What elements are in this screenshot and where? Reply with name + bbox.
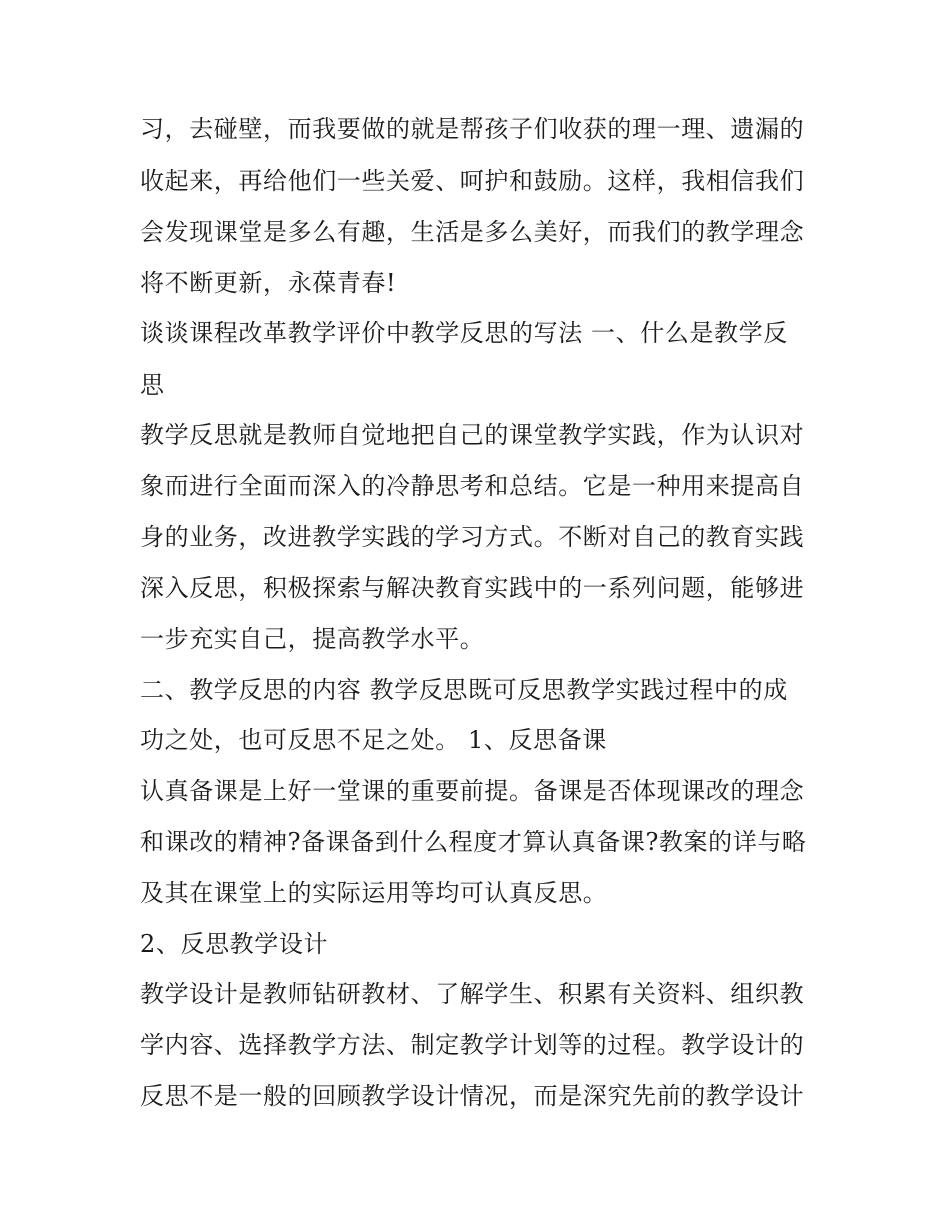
text-line: 反思不是一般的回顾教学设计情况，而是深究先前的教学设计 [140, 1082, 805, 1110]
text-line: 思 [140, 371, 165, 399]
text-line: 教学设计是教师钻研教材、了解学生、积累有关资料、组织教 [140, 980, 805, 1008]
text-line: 习，去碰壁，而我要做的就是帮孩子们收获的理一理、遗漏的 [140, 115, 805, 143]
text-line: 二、教学反思的内容 教学反思既可反思教学实践过程中的成 [140, 676, 788, 704]
text-line: 一步充实自己，提高教学水平。 [140, 625, 485, 653]
text-line: 会发现课堂是多么有趣，生活是多么美好，而我们的教学理念 [140, 218, 805, 246]
text-line: 象而进行全面而深入的冷静思考和总结。它是一种用来提高自 [140, 472, 805, 500]
text-line: 教学反思就是教师自觉地把自己的课堂教学实践，作为认识对 [140, 421, 805, 449]
text-line: 及其在课堂上的实际运用等均可认真反思。 [140, 879, 608, 907]
text-line: 学内容、选择教学方法、制定教学计划等的过程。教学设计的 [140, 1031, 805, 1059]
text-line: 深入反思，积极探索与解决教育实践中的一系列问题，能够进 [140, 574, 805, 602]
text-line: 身的业务，改进教学实践的学习方式。不断对自己的教育实践 [140, 523, 805, 551]
text-line: 谈谈课程改革教学评价中教学反思的写法 一、什么是教学反 [140, 319, 788, 347]
text-line: 将不断更新，永葆青春! [140, 269, 397, 297]
text-line: 和课改的精神?备课备到什么程度才算认真备课?教案的详与略 [140, 828, 807, 856]
text-line: 认真备课是上好一堂课的重要前提。备课是否体现课改的理念 [140, 777, 805, 805]
text-line: 收起来，再给他们一些关爱、呵护和鼓励。这样，我相信我们 [140, 167, 805, 195]
text-line: 2、反思教学设计 [140, 930, 329, 958]
text-line: 功之处，也可反思不足之处。 1、反思备课 [140, 726, 607, 754]
